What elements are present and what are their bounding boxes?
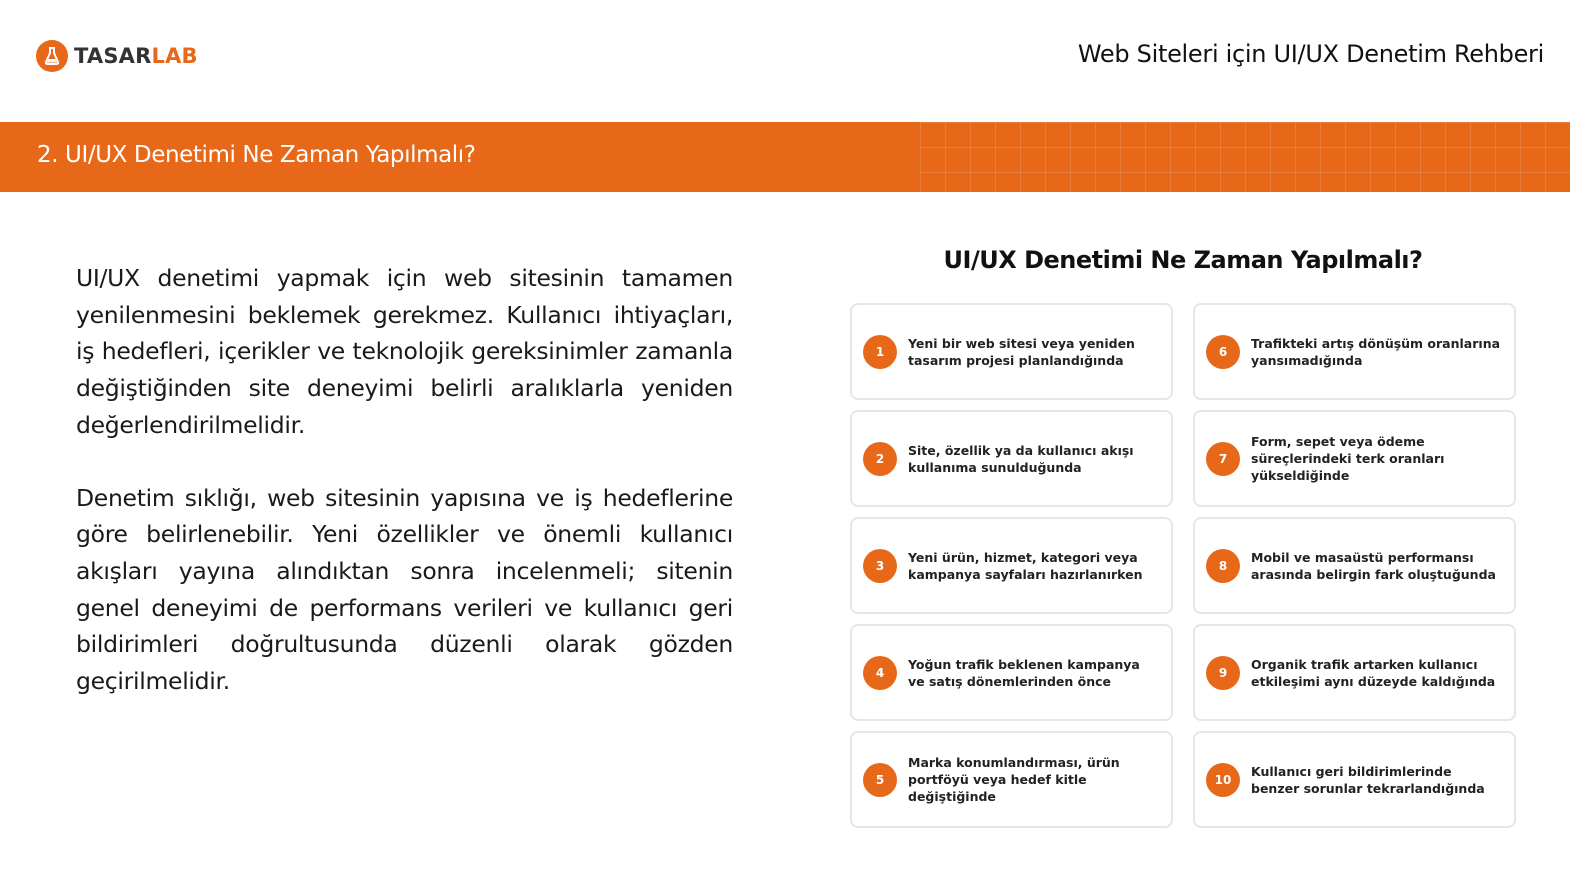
checklist-card xyxy=(850,624,1173,721)
card-text: Organik trafik artarken kullanıcı etkileşimi aynı düzeyde kaldığında xyxy=(1251,656,1496,689)
card-text: Marka konumlandırması, ürün portföyü veya hedef kitle değiştiğinde xyxy=(908,755,1120,804)
brand-name-part1: TASAR xyxy=(74,44,152,68)
card-text: Mobil ve masaüstü performansı arasında belirgin fark oluştuğunda xyxy=(1251,549,1496,582)
flask-icon xyxy=(36,40,68,72)
card-text: Yeni ürün, hizmet, kategori veya kampanya sayfaları hazırlanırken xyxy=(908,549,1143,582)
document-title: Web Siteleri için UI/UX Denetim Rehberi xyxy=(1077,40,1544,68)
card-text: Trafikteki artış dönüşüm oranlarına yansımadığında xyxy=(1251,335,1501,368)
step-number-badge: 10 xyxy=(1206,763,1240,797)
checklist-card xyxy=(1193,303,1516,400)
card-text: Yoğun trafik beklenen kampanya ve satış dönemlerinden önce xyxy=(908,656,1140,689)
brand-logo[interactable] xyxy=(36,40,198,72)
panel-title: UI/UX Denetimi Ne Zaman Yapılmalı? xyxy=(943,246,1423,274)
section-banner xyxy=(0,122,1570,192)
step-number-badge: 4 xyxy=(863,656,897,690)
body-text xyxy=(76,260,733,700)
card-text: Yeni bir web sitesi veya yeniden tasarım projesi planlandığında xyxy=(908,335,1135,368)
section-title: 2. UI/UX Denetimi Ne Zaman Yapılmalı? xyxy=(37,142,476,168)
step-number-badge: 3 xyxy=(863,549,897,583)
card-text: Kullanıcı geri bildirimlerinde benzer sorunlar tekrarlandığında xyxy=(1251,763,1485,796)
step-number-badge: 2 xyxy=(863,442,897,476)
brand-name-part2: LAB xyxy=(151,44,198,68)
checklist-card xyxy=(1193,410,1516,507)
banner-grid-pattern xyxy=(920,122,1570,192)
checklist-card xyxy=(1193,731,1516,828)
checklist-card xyxy=(850,303,1173,400)
step-number-badge: 7 xyxy=(1206,442,1240,476)
brand-name xyxy=(74,44,198,68)
card-text: Site, özellik ya da kullanıcı akışı kullanıma sunulduğunda xyxy=(908,442,1134,475)
checklist-card xyxy=(850,410,1173,507)
checklist-card xyxy=(850,517,1173,614)
step-number-badge: 6 xyxy=(1206,335,1240,369)
card-text: Form, sepet veya ödeme süreçlerindeki terk oranları yükseldiğinde xyxy=(1251,434,1445,483)
step-number-badge: 1 xyxy=(863,335,897,369)
body-paragraph-2: Denetim sıklığı, web sitesinin yapısına ve iş hedeflerine göre belirlenebilir. Yeni özellikler ve önemli kullanıcı akışları yayına alındıktan sonra incelenmeli; sitenin genel deneyimi de performans verileri ve kullanıcı geri bildirimleri doğrultusunda düzenli olarak gözden geçirilmelidir. xyxy=(76,483,733,696)
checklist-card xyxy=(1193,624,1516,721)
page-header xyxy=(0,0,1570,122)
checklist-card xyxy=(1193,517,1516,614)
step-number-badge: 8 xyxy=(1206,549,1240,583)
step-number-badge: 5 xyxy=(863,763,897,797)
body-paragraph-1: UI/UX denetimi yapmak için web sitesinin tamamen yenilenmesini beklemek gerekmez. Kullanıcı ihtiyaçları, iş hedefleri, içerikler ve teknolojik gereksinimler zamanla değiştiğinden site deneyimi belirli aralıklarla yeniden değerlendirilmelidir. xyxy=(76,264,733,439)
checklist-card xyxy=(850,731,1173,828)
step-number-badge: 9 xyxy=(1206,656,1240,690)
